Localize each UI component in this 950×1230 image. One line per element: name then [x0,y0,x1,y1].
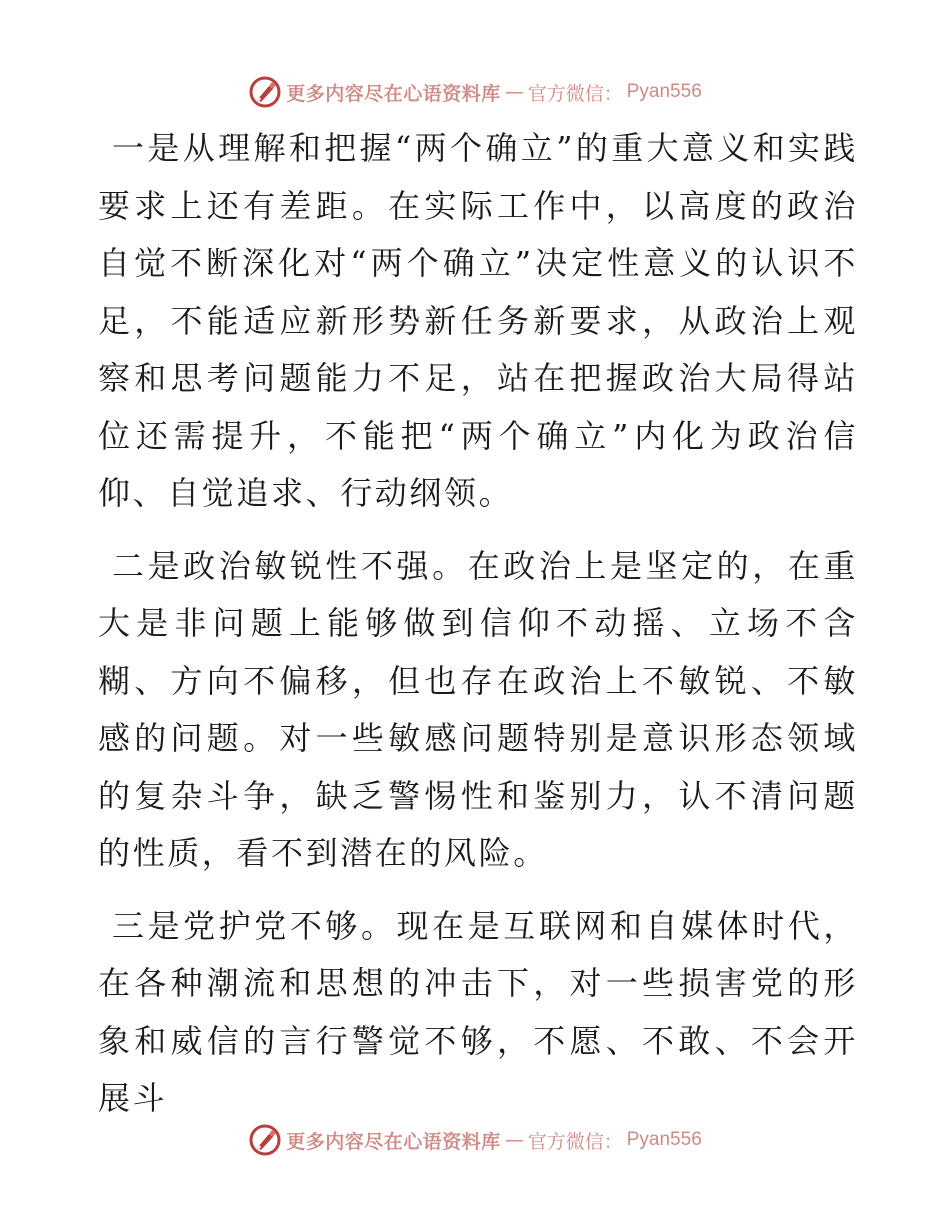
header-title: 更多内容尽在心语资料库 [286,82,501,105]
paragraph-1: 一是从理解和把握“两个确立”的重大意义和实践要求上还有差距。在实际工作中，以高度的政治自觉不断深化对“两个确立”决定性意义的认识不足，不能适应新形势新任务新要求，从政治上观察和思考问题能力不足，站在把握政治大局得站位还需提升，不能把“两个确立”内化为政治信仰、自觉追求、行动纲领。 [98,129,858,512]
header-banner [0,72,950,112]
footer-title: 更多内容尽在心语资料库 [286,1130,501,1153]
header-dash: — [504,81,524,103]
footer-wechat-label: 官方微信： [527,1130,623,1153]
header-wechat-label: 官方微信： [527,82,623,105]
footer-banner [0,1120,950,1160]
pen-logo-icon [248,75,282,109]
header-wechat-id: Pyan556 [626,81,702,102]
paragraph-3: 三是党护党不够。现在是互联网和自媒体时代，在各种潮流和思想的冲击下，对一些损害党的形象和威信的言行警觉不够，不愿、不敢、不会开展斗 [98,906,858,1117]
document-body [98,120,858,1128]
footer-dash: — [504,1129,524,1151]
footer-wechat-id: Pyan556 [626,1129,702,1150]
pen-logo-icon [248,1123,282,1157]
paragraph-2: 二是政治敏锐性不强。在政治上是坚定的，在重大是非问题上能够做到信仰不动摇、立场不含糊、方向不偏移，但也存在政治上不敏锐、不敏感的问题。对一些敏感问题特别是意识形态领域的复杂斗争，缺乏警惕性和鉴别力，认不清问题的性质，看不到潜在的风险。 [98,546,858,872]
